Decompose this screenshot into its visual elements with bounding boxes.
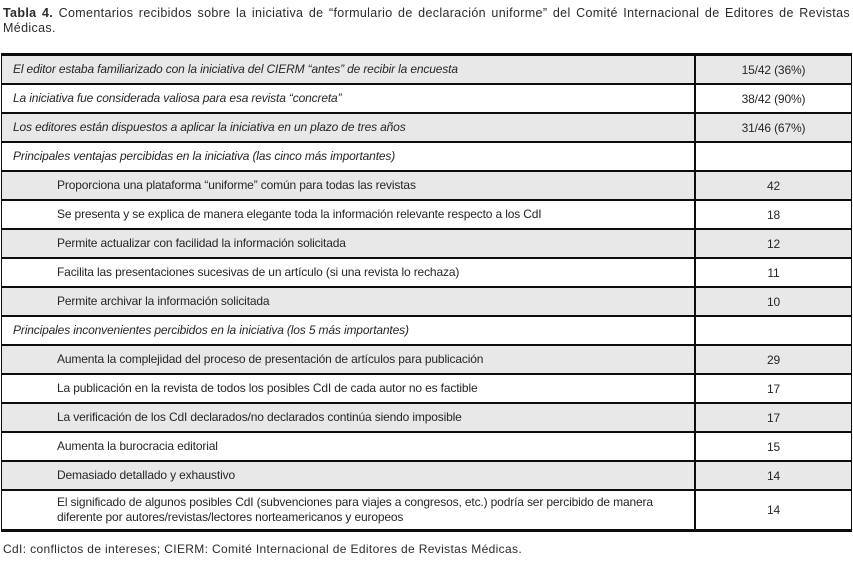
table-caption-text: Comentarios recibidos sobre la iniciativa de “formulario de declaración uniforme” del Comité Internacional de Editores de Revistas Médicas. bbox=[3, 6, 850, 35]
row-label: Principales ventajas percibidas en la iniciativa (las cinco más importantes) bbox=[13, 149, 396, 163]
table-footnote: CdI: conflictos de intereses; CIERM: Comité Internacional de Editores de Revistas Médicas. bbox=[3, 542, 523, 556]
row-value: 11 bbox=[694, 259, 851, 286]
row-value: 14 bbox=[694, 491, 851, 529]
table-row bbox=[2, 404, 851, 433]
row-label: Facilita las presentaciones sucesivas de un artículo (si una revista lo rechaza) bbox=[57, 265, 460, 279]
table-row bbox=[2, 85, 851, 114]
row-label: Permite archivar la información solicitada bbox=[57, 294, 270, 308]
row-label: La publicación en la revista de todos los posibles CdI de cada autor no es factible bbox=[57, 381, 478, 395]
table-row bbox=[2, 230, 851, 259]
row-value: 10 bbox=[694, 288, 851, 315]
row-value: 15 bbox=[694, 433, 851, 460]
table-row bbox=[2, 143, 851, 172]
row-value: 14 bbox=[694, 462, 851, 489]
row-value: 42 bbox=[694, 172, 851, 199]
row-label: La verificación de los CdI declarados/no declarados continúa siendo imposible bbox=[57, 410, 462, 424]
row-label: Permite actualizar con facilidad la información solicitada bbox=[57, 236, 346, 250]
row-label: El significado de algunos posibles CdI (subvenciones para viajes a congresos, etc.) podría ser percibido de manera diferente por autores/revistas/lectores norteamericanos y europeos bbox=[57, 495, 653, 524]
row-value: 17 bbox=[694, 404, 851, 431]
row-value: 18 bbox=[694, 201, 851, 228]
row-label: Proporciona una plataforma “uniforme” común para todas las revistas bbox=[57, 178, 416, 192]
row-label: Aumenta la complejidad del proceso de presentación de artículos para publicación bbox=[57, 352, 484, 366]
results-table bbox=[1, 53, 852, 532]
table-row bbox=[2, 259, 851, 288]
row-value bbox=[694, 143, 851, 170]
table-body bbox=[2, 56, 851, 529]
table-row bbox=[2, 433, 851, 462]
row-value: 38/42 (90%) bbox=[694, 85, 851, 112]
table-row bbox=[2, 288, 851, 317]
table-row bbox=[2, 491, 851, 529]
table-caption-label: Tabla 4. bbox=[3, 6, 54, 20]
row-label: Principales inconvenientes percibidos en la iniciativa (los 5 más importantes) bbox=[13, 323, 409, 337]
table-row bbox=[2, 56, 851, 85]
row-label: Aumenta la burocracia editorial bbox=[57, 439, 218, 453]
table-row bbox=[2, 375, 851, 404]
table-caption bbox=[1, 6, 852, 35]
row-label: Se presenta y se explica de manera elegante toda la información relevante respecto a los CdI bbox=[57, 207, 542, 221]
table-row bbox=[2, 172, 851, 201]
row-value: 17 bbox=[694, 375, 851, 402]
row-value: 29 bbox=[694, 346, 851, 373]
row-value: 12 bbox=[694, 230, 851, 257]
row-label: Demasiado detallado y exhaustivo bbox=[57, 468, 235, 482]
table-row bbox=[2, 317, 851, 346]
row-label: Los editores están dispuestos a aplicar la iniciativa en un plazo de tres años bbox=[13, 120, 406, 134]
table-row bbox=[2, 462, 851, 491]
row-label: El editor estaba familiarizado con la iniciativa del CIERM “antes” de recibir la encuesta bbox=[13, 62, 458, 76]
table-row bbox=[2, 201, 851, 230]
row-label: La iniciativa fue considerada valiosa para esa revista “concreta” bbox=[13, 91, 342, 105]
row-value: 31/46 (67%) bbox=[694, 114, 851, 141]
row-value bbox=[694, 317, 851, 344]
table-row bbox=[2, 346, 851, 375]
table-row bbox=[2, 114, 851, 143]
row-value: 15/42 (36%) bbox=[694, 56, 851, 83]
